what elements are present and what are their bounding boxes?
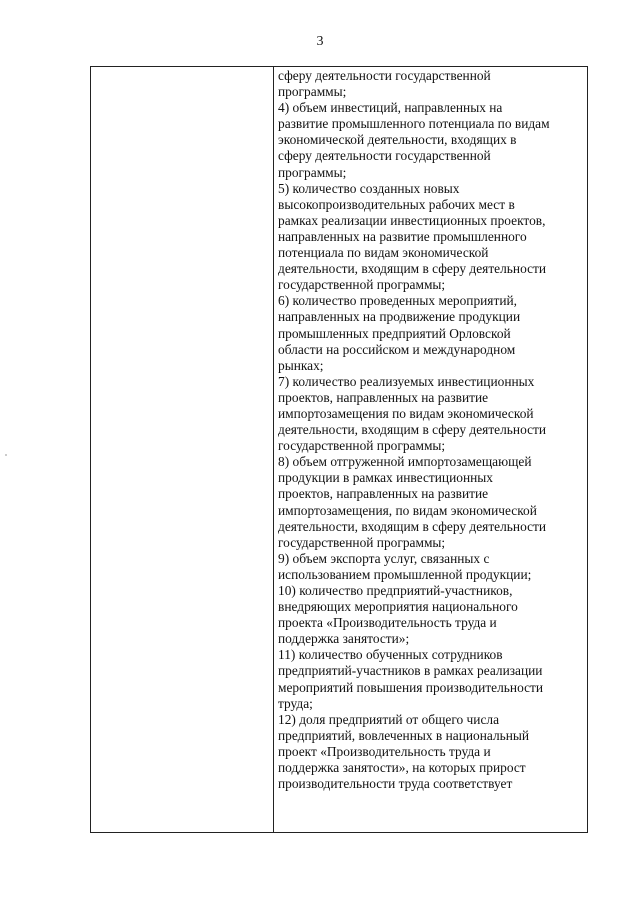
text-line: проектов, направленных на развитие xyxy=(278,486,489,502)
text-line: производительности труда соответствует xyxy=(278,776,513,792)
text-line: государственной программы; xyxy=(278,438,446,454)
text-line: программы; xyxy=(278,84,347,100)
text-line: высокопроизводительных рабочих мест в xyxy=(278,196,515,212)
text-line: продукции в рамках инвестиционных xyxy=(278,470,493,486)
text-line: 12) доля предприятий от общего числа xyxy=(278,711,500,727)
text-line: области на российском и международном xyxy=(278,341,516,357)
text-line: 9) объем экспорта услуг, связанных с xyxy=(278,550,490,566)
text-line: 5) количество созданных новых xyxy=(278,180,460,196)
text-line: направленных на развитие промышленного xyxy=(278,228,527,244)
text-line: предприятий, вовлеченных в национальный xyxy=(278,727,530,743)
text-line: развитие промышленного потенциала по видам xyxy=(278,116,550,132)
text-line: поддержка занятости», на которых прирост xyxy=(278,760,526,776)
text-line: деятельности, входящим в сферу деятельности xyxy=(278,518,547,534)
text-line: мероприятий повышения производительности xyxy=(278,679,544,695)
text-line: 10) количество предприятий-участников, xyxy=(278,583,513,598)
table-right-cell xyxy=(278,68,584,792)
text-line: сферу деятельности государственной xyxy=(278,148,491,164)
text-line: импортозамещения, по видам экономической xyxy=(278,502,537,518)
document-table xyxy=(90,66,588,833)
text-line: промышленных предприятий Орловской xyxy=(278,325,511,341)
text-line: рынках; xyxy=(278,357,324,373)
table-column-divider xyxy=(273,67,274,832)
text-line: деятельности, входящим в сферу деятельности xyxy=(278,261,547,277)
text-line: государственной программы; xyxy=(278,277,446,293)
text-line: рамках реализации инвестиционных проектов, xyxy=(278,212,546,228)
text-line: проект «Производительность труда и xyxy=(278,743,491,759)
text-line: поддержка занятости»; xyxy=(278,631,410,647)
text-line: государственной программы; xyxy=(278,534,446,550)
text-line: 11) количество обученных сотрудников xyxy=(278,647,503,663)
text-line: 8) объем отгруженной импортозамещающей xyxy=(278,454,532,470)
text-line: 4) объем инвестиций, направленных на xyxy=(278,100,503,116)
page-number: 3 xyxy=(316,34,324,49)
text-line: экономической деятельности, входящих в xyxy=(278,132,517,148)
text-line: потенциала по видам экономической xyxy=(278,245,489,261)
text-line: 7) количество реализуемых инвестиционных xyxy=(278,373,535,389)
text-line: использованием промышленной продукции; xyxy=(278,566,532,582)
table-left-cell xyxy=(91,67,273,832)
text-line: проектов, направленных на развитие xyxy=(278,389,489,405)
text-line: труда; xyxy=(278,695,313,711)
scan-artifact xyxy=(5,454,7,456)
text-line: направленных на продвижение продукции xyxy=(278,309,521,325)
text-line: программы; xyxy=(278,164,347,180)
text-line: деятельности, входящим в сферу деятельности xyxy=(278,422,547,438)
text-line: предприятий-участников в рамках реализации xyxy=(278,663,543,679)
text-line: сферу деятельности государственной xyxy=(278,68,491,83)
text-line: внедряющих мероприятия национального xyxy=(278,599,518,615)
text-line: импортозамещения по видам экономической xyxy=(278,405,534,421)
text-line: проекта «Производительность труда и xyxy=(278,615,497,631)
text-line: 6) количество проведенных мероприятий, xyxy=(278,293,517,309)
